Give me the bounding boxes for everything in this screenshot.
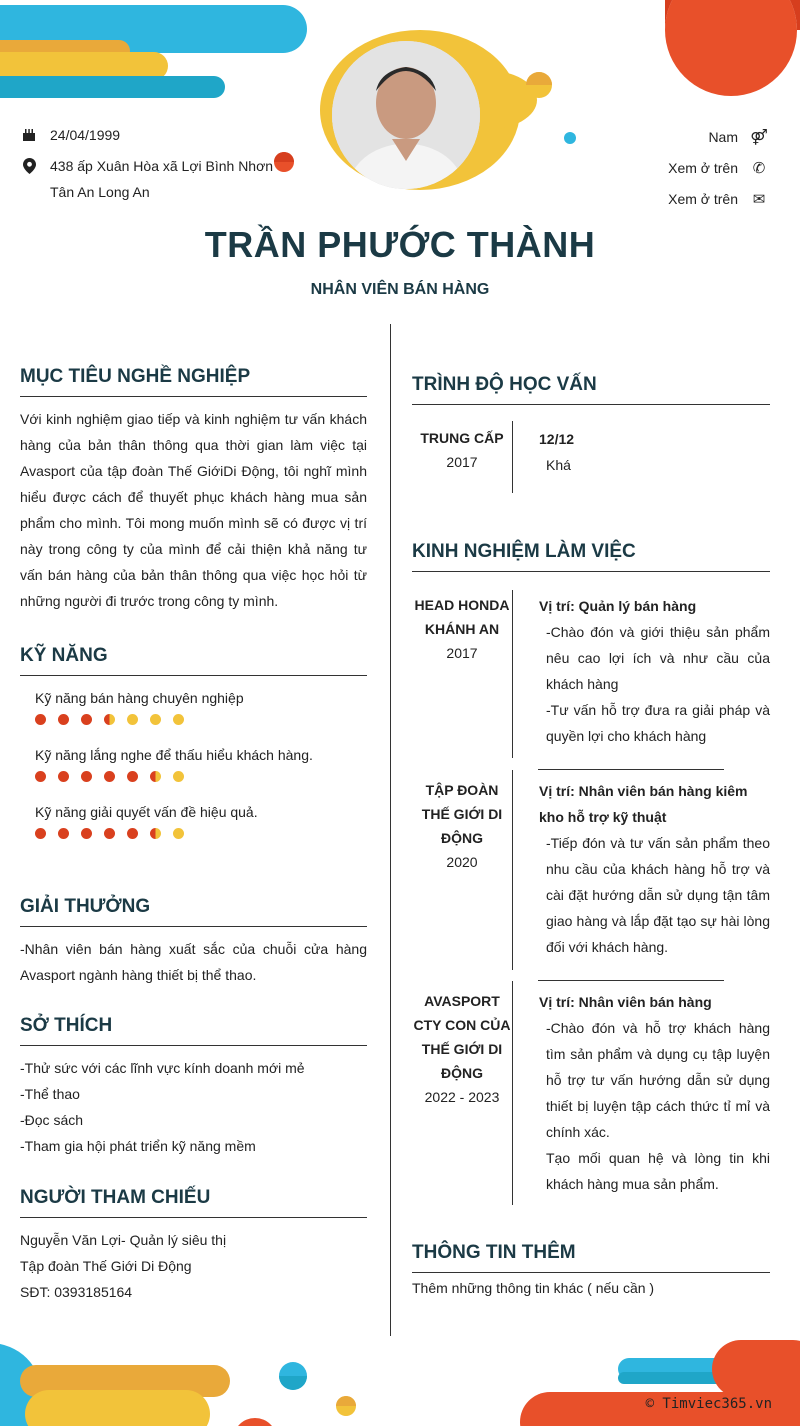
rating-dot (35, 771, 46, 782)
experience-desc: -Tiếp đón và tư vấn sản phẩm theo nhu cầu của khách hàng hỗ trợ và cài đặt hướng dẫn sử dụng tận tâm giao hàng và lắp đặt tạo sự hài lòng đối với khách hàng. (546, 835, 770, 955)
experience-year: 2017 (446, 645, 478, 661)
location-pin-icon (20, 153, 38, 179)
phone-icon: ✆ (752, 160, 766, 177)
deco-shape (0, 52, 168, 80)
deco-shape (0, 76, 225, 98)
hobbies-list (20, 1055, 367, 1159)
list-item: -Thể thao (20, 1086, 80, 1102)
experience-year: 2022 - 2023 (424, 1089, 500, 1105)
experience-desc: -Tư vấn hỗ trợ đưa ra giải pháp và quyền lợi cho khách hàng (546, 702, 770, 744)
candidate-name: TRẦN PHƯỚC THÀNH (204, 224, 596, 265)
extra-section (412, 1242, 770, 1301)
birthday-text: 24/04/1999 (50, 127, 121, 143)
list-item: Nguyễn Văn Lợi- Quản lý siêu thị (20, 1232, 227, 1248)
references-section (20, 1187, 367, 1305)
deco-shape (526, 72, 552, 85)
column-divider (390, 324, 391, 1336)
skill-name: Kỹ năng giải quyết vấn đề hiệu quả. (35, 804, 258, 820)
deco-shape (564, 132, 576, 144)
experience-desc: Tạo mối quan hệ và lòng tin khi khách hàng mua sản phẩm. (546, 1150, 770, 1192)
rating-dot (150, 714, 161, 725)
education-section (412, 374, 770, 405)
objective-section (20, 366, 367, 614)
contact-left (20, 122, 273, 205)
rating-dot (58, 828, 69, 839)
rating-dot (58, 714, 69, 725)
section-title: THÔNG TIN THÊM (412, 1242, 770, 1273)
avatar (332, 41, 480, 189)
rating-dot (104, 828, 115, 839)
address-row (20, 153, 273, 205)
education-grade: 12/12 (539, 431, 575, 447)
list-item: SĐT: 0393185164 (20, 1284, 133, 1300)
deco-shape (233, 1418, 277, 1426)
experience-position: Vị trí: Nhân viên bán hàng kiêm kho hỗ trợ kỹ thuật (539, 783, 748, 825)
skills-list (20, 690, 367, 839)
rating-dot (81, 771, 92, 782)
deco-shape (274, 152, 294, 162)
experience-year: 2020 (446, 854, 478, 870)
company-line: THẾ GIỚI DI (421, 1041, 503, 1057)
experience-entry (412, 981, 770, 1205)
section-title: KINH NGHIỆM LÀM VIỆC (412, 541, 770, 572)
company-line: ĐỘNG (441, 1065, 483, 1081)
company-line: ĐỘNG (441, 830, 483, 846)
rating-dot (173, 828, 184, 839)
section-title: NGƯỜI THAM CHIẾU (20, 1187, 367, 1218)
education-level: TRUNG CẤP (420, 430, 504, 446)
address-line2: Tân An Long An (50, 184, 150, 200)
section-title: TRÌNH ĐỘ HỌC VẤN (412, 374, 770, 405)
rating-dot (150, 771, 161, 782)
rating-dot (104, 714, 115, 725)
contact-right (668, 122, 768, 215)
experience-entry (412, 770, 770, 970)
skill-item (20, 690, 367, 725)
education-year: 2017 (446, 454, 478, 470)
skill-rating (35, 714, 367, 725)
skill-name: Kỹ năng lắng nghe để thấu hiểu khách hàng. (35, 747, 313, 763)
experience-position: Vị trí: Nhân viên bán hàng (539, 994, 712, 1010)
email-text: Xem ở trên (668, 191, 738, 207)
list-item: -Tham gia hội phát triển kỹ năng mềm (20, 1138, 256, 1154)
company-line: HEAD HONDA (414, 597, 510, 613)
list-item: -Thử sức với các lĩnh vực kính doanh mới mẻ (20, 1060, 305, 1076)
rating-dot (35, 828, 46, 839)
list-item: Tập đoàn Thế Giới Di Động (20, 1258, 192, 1274)
rating-dot (81, 828, 92, 839)
education-entry (412, 421, 770, 493)
awards-text: -Nhân viên bán hàng xuất sắc của chuỗi cửa hàng Avasport ngành hàng thiết bị thể thao. (20, 941, 367, 983)
section-title: MỤC TIÊU NGHỀ NGHIỆP (20, 366, 367, 397)
rating-dot (81, 714, 92, 725)
rating-dot (173, 714, 184, 725)
section-title: GIẢI THƯỞNG (20, 896, 367, 927)
experience-desc: -Chào đón và hỗ trợ khách hàng tìm sản phẩm và dụng cụ tập luyện hỗ trợ tư vấn hướng dẫn sử dụng thiết bị luyện tập cách thức tỉ mỉ và chính xác. (546, 1020, 770, 1140)
rating-dot (104, 771, 115, 782)
experience-desc: -Chào đón và giới thiệu sản phẩm nêu cao lợi ích và như cầu của khách hàng (546, 624, 770, 692)
rating-dot (127, 714, 138, 725)
cake-icon (20, 122, 38, 148)
phone-text: Xem ở trên (668, 160, 738, 176)
rating-dot (127, 828, 138, 839)
gender-text: Nam (708, 129, 738, 145)
section-title: KỸ NĂNG (20, 645, 367, 676)
birthday-row (20, 122, 273, 148)
company-line: CTY CON CỦA (413, 1017, 511, 1033)
email-row (668, 184, 768, 215)
company-line: AVASPORT (424, 993, 500, 1009)
rating-dot (58, 771, 69, 782)
hobbies-section (20, 1015, 367, 1159)
list-item: -Đọc sách (20, 1112, 84, 1128)
address-line1: 438 ấp Xuân Hòa xã Lợi Bình Nhơn (50, 158, 274, 174)
person-icon (332, 41, 480, 189)
deco-shape (25, 1390, 210, 1426)
deco-shape (279, 1376, 307, 1390)
education-rank: Khá (546, 457, 571, 473)
skill-name: Kỹ năng bán hàng chuyên nghiệp (35, 690, 244, 706)
references-list (20, 1227, 367, 1305)
skill-rating (35, 771, 367, 782)
awards-section (20, 896, 367, 988)
footer-brand: © Timviec365.vn (645, 1396, 772, 1412)
skill-item (20, 747, 367, 782)
experience-position: Vị trí: Quản lý bán hàng (539, 598, 697, 614)
phone-row (668, 153, 768, 184)
skills-section (20, 645, 367, 839)
company-line: TẬP ĐOÀN (425, 782, 499, 798)
extra-text: Thêm những thông tin khác ( nếu cần ) (412, 1280, 655, 1296)
objective-text: Với kinh nghiệm giao tiếp và kinh nghiệm tư vấn khách hàng của bản thân thông qua thời gian làm việc tại Avasport của tập đoàn Thế GiớiDi Động, tôi nghĩ mình hiểu được cách để thuyết phục khách hàng mua sản phẩm cho mình. Tôi mong muốn mình sẽ có được vị trí này trong công ty của mình để cải thiện khả năng tư vấn bán hàng của bản thân thông qua việc học hỏi từ những người đi trước trong công ty mình. (20, 411, 367, 609)
skill-rating (35, 828, 367, 839)
section-title: SỞ THÍCH (20, 1015, 367, 1046)
experience-section (412, 541, 770, 572)
company-line: THẾ GIỚI DI (421, 806, 503, 822)
rating-dot (127, 771, 138, 782)
rating-dot (150, 828, 161, 839)
company-line: KHÁNH AN (424, 621, 500, 637)
skill-item (20, 804, 367, 839)
deco-shape (336, 1396, 356, 1406)
rating-dot (173, 771, 184, 782)
gender-row (668, 122, 768, 153)
deco-shape (712, 1340, 800, 1398)
gender-icon: ⚤ (750, 129, 768, 146)
rating-dot (35, 714, 46, 725)
envelope-icon: ✉ (752, 191, 766, 208)
candidate-role: NHÂN VIÊN BÁN HÀNG (310, 281, 490, 298)
experience-entry (412, 590, 770, 758)
